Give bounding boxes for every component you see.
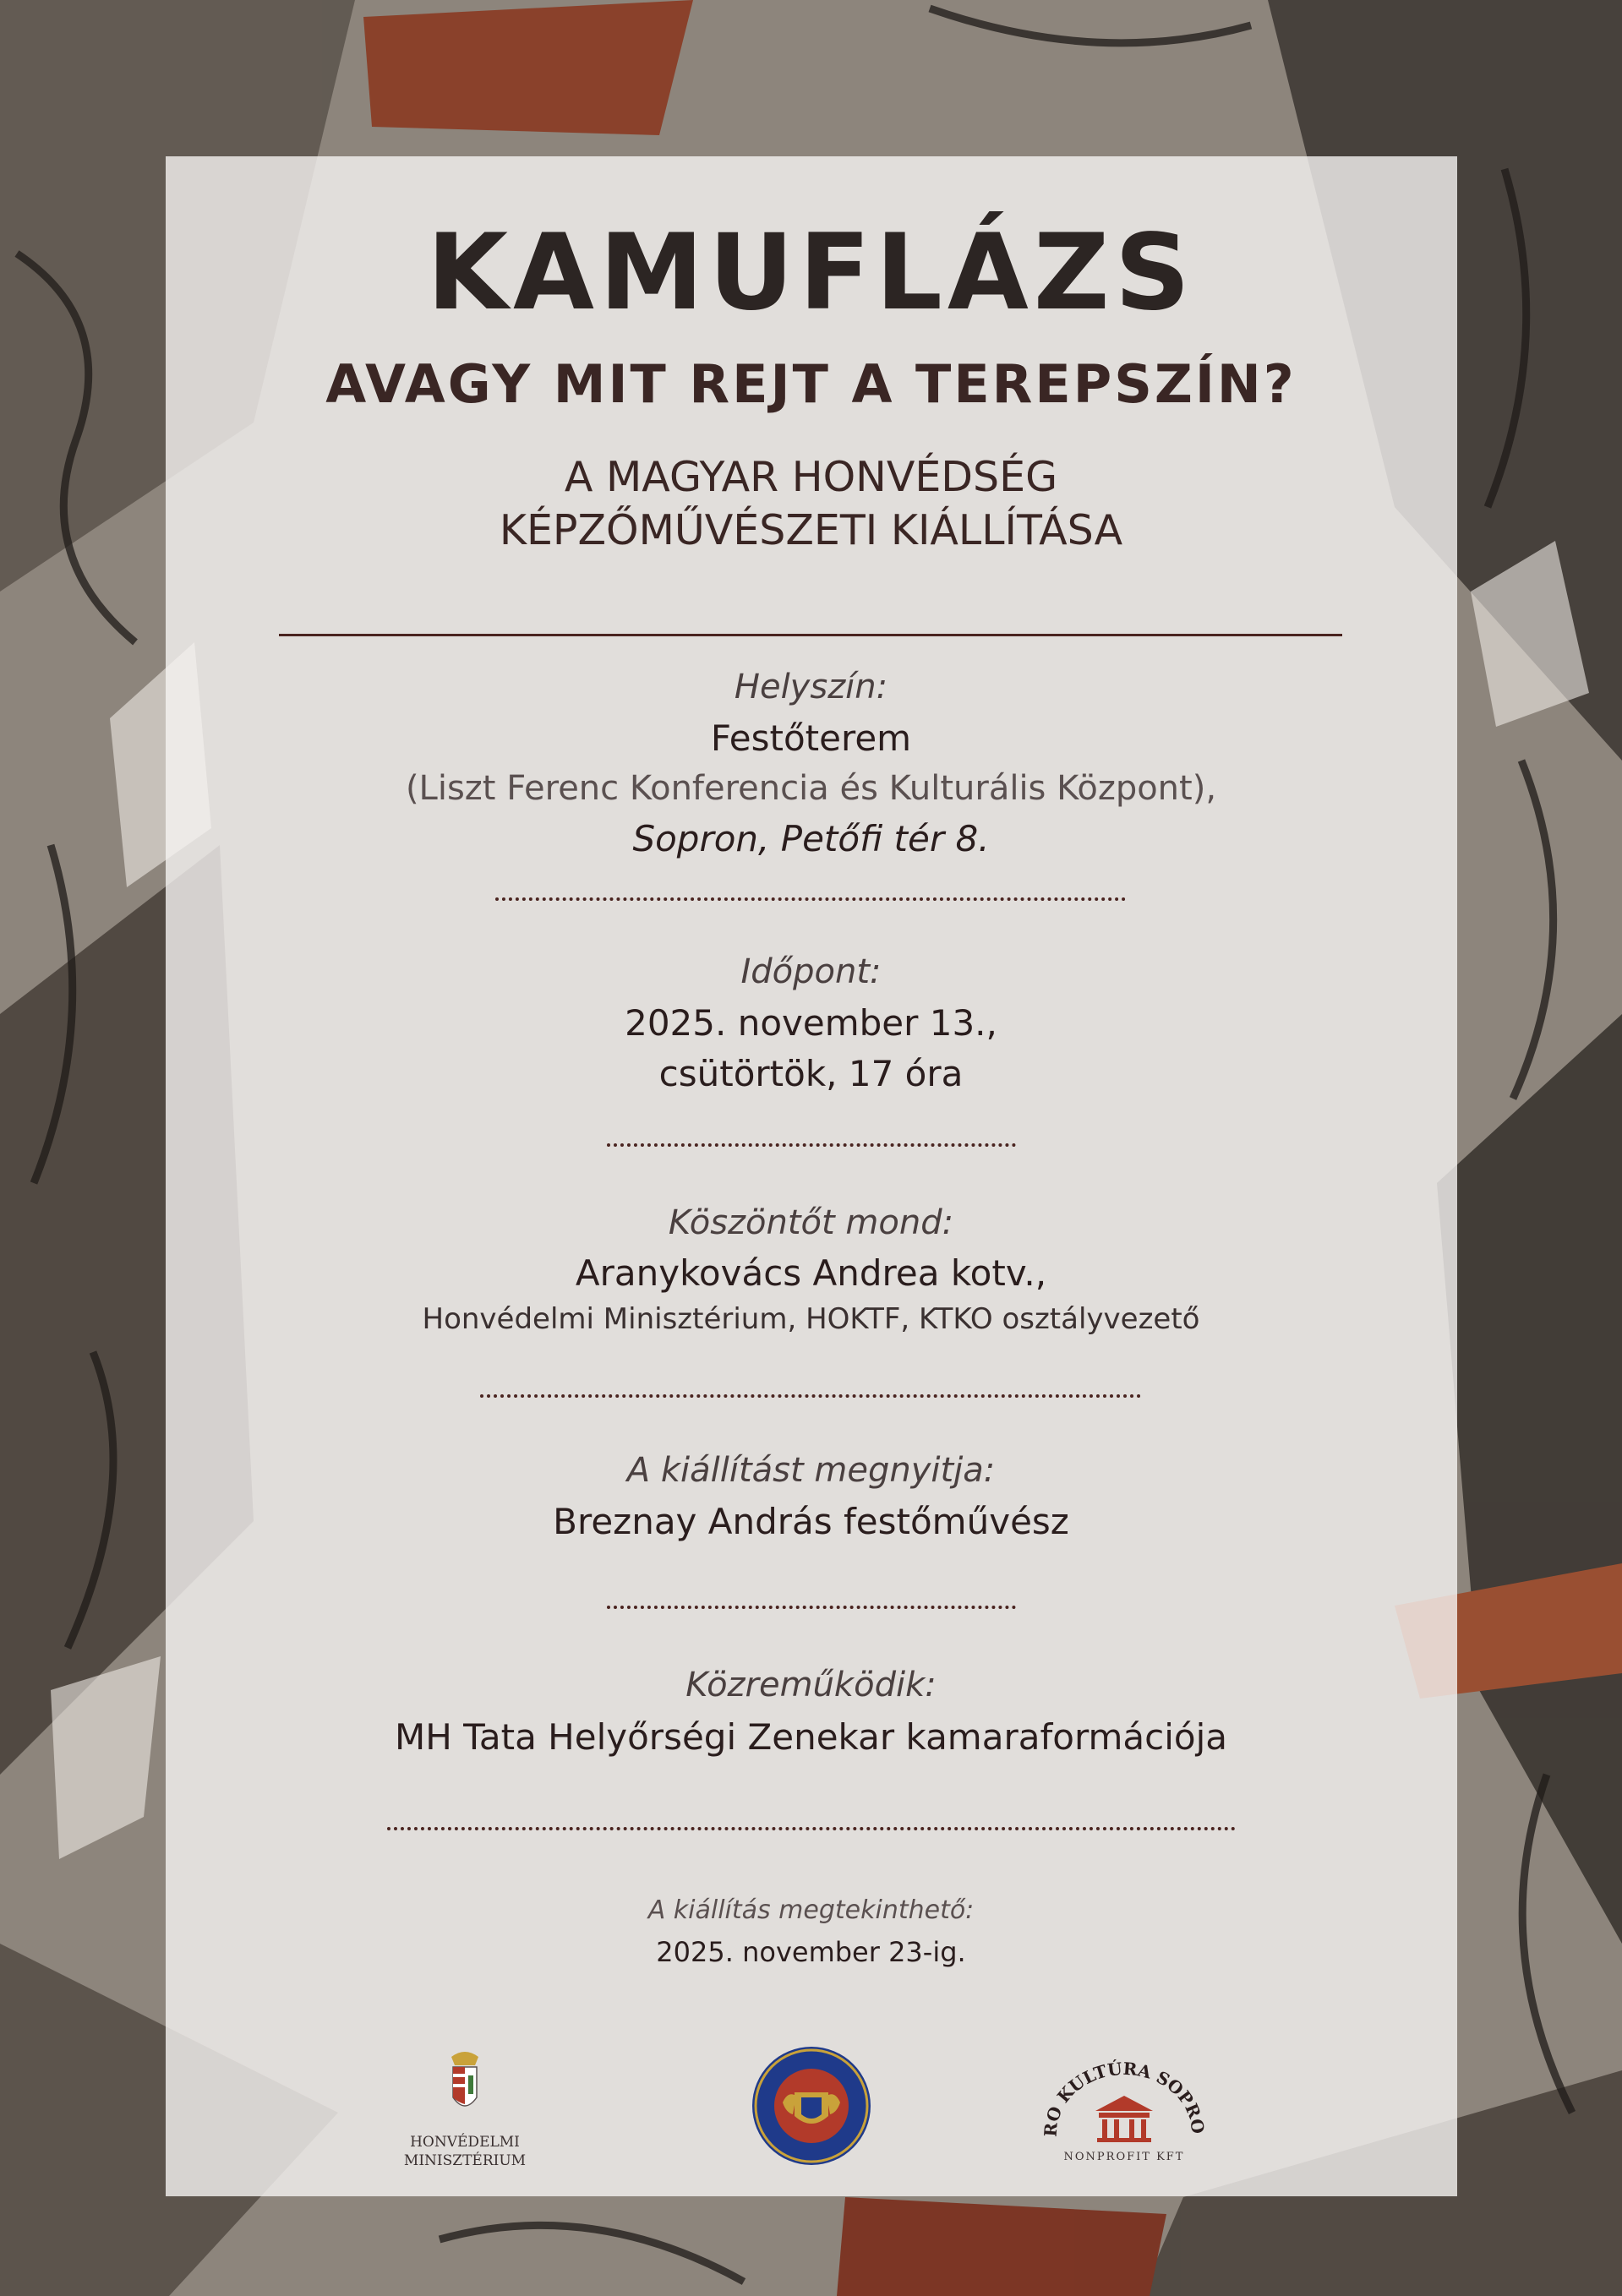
location-label: Helyszín: (734, 668, 888, 706)
greeting-label: Köszöntőt mond: (668, 1203, 954, 1242)
performer-name: MH Tata Helyőrségi Zenekar kamaraformációja (395, 1716, 1227, 1758)
greeting-role: Honvédelmi Minisztérium, HOKTF, KTKO osztályvezető (422, 1302, 1200, 1336)
procultura-arc-text: RO KULTÚRA SOPRO (1040, 2058, 1209, 2138)
time-label: Időpont: (740, 952, 882, 991)
opening-name: Breznay András festőművész (553, 1501, 1069, 1542)
viewing-label: A kiállítás megtekinthető: (647, 1895, 975, 1925)
ministry-name-line-2: MINISZTÉRIUM (403, 2152, 527, 2169)
svg-text:PRO KULTÚRA SOPRON (1040, 2053, 1208, 2137)
section-divider (495, 897, 1126, 901)
location-venue: Festőterem (710, 717, 912, 759)
ministry-name-line-1: HONVÉDELMI (410, 2134, 520, 2151)
time-day: csütörtök, 17 óra (658, 1053, 964, 1094)
header-divider (279, 634, 1342, 636)
org-line-1: A MAGYAR HONVÉDSÉG (564, 453, 1058, 501)
procultura-logo (1040, 2053, 1209, 2172)
location-detail: (Liszt Ferenc Konferencia és Kulturális Központ), (405, 769, 1217, 808)
viewing-until: 2025. november 23-ig. (656, 1936, 966, 1968)
performer-label: Közreműködik: (685, 1666, 937, 1704)
section-divider (607, 1606, 1016, 1609)
poster-title: KAMUFLÁZS (426, 212, 1196, 334)
time-date: 2025. november 13., (625, 1002, 997, 1044)
coat-of-arms-icon (397, 2045, 532, 2130)
poster-subtitle: AVAGY MIT REJT A TEREPSZÍN? (325, 353, 1297, 415)
section-divider (607, 1143, 1016, 1147)
org-line-2: KÉPZŐMŰVÉSZETI KIÁLLÍTÁSA (499, 506, 1123, 554)
greeting-name: Aranykovács Andrea kotv., (575, 1252, 1047, 1294)
location-address: Sopron, Petőfi tér 8. (632, 818, 990, 859)
ministry-logo (397, 2045, 532, 2180)
opening-label: A kiállítást megnyitja: (626, 1451, 996, 1490)
military-seal-icon (749, 2043, 874, 2168)
section-divider (387, 1827, 1236, 1830)
procultura-emblem-icon (1040, 2053, 1209, 2146)
army-emblem-logo (749, 2043, 874, 2168)
procultura-subtitle: NONPROFIT KFT (1063, 2151, 1185, 2163)
section-divider (480, 1394, 1141, 1398)
